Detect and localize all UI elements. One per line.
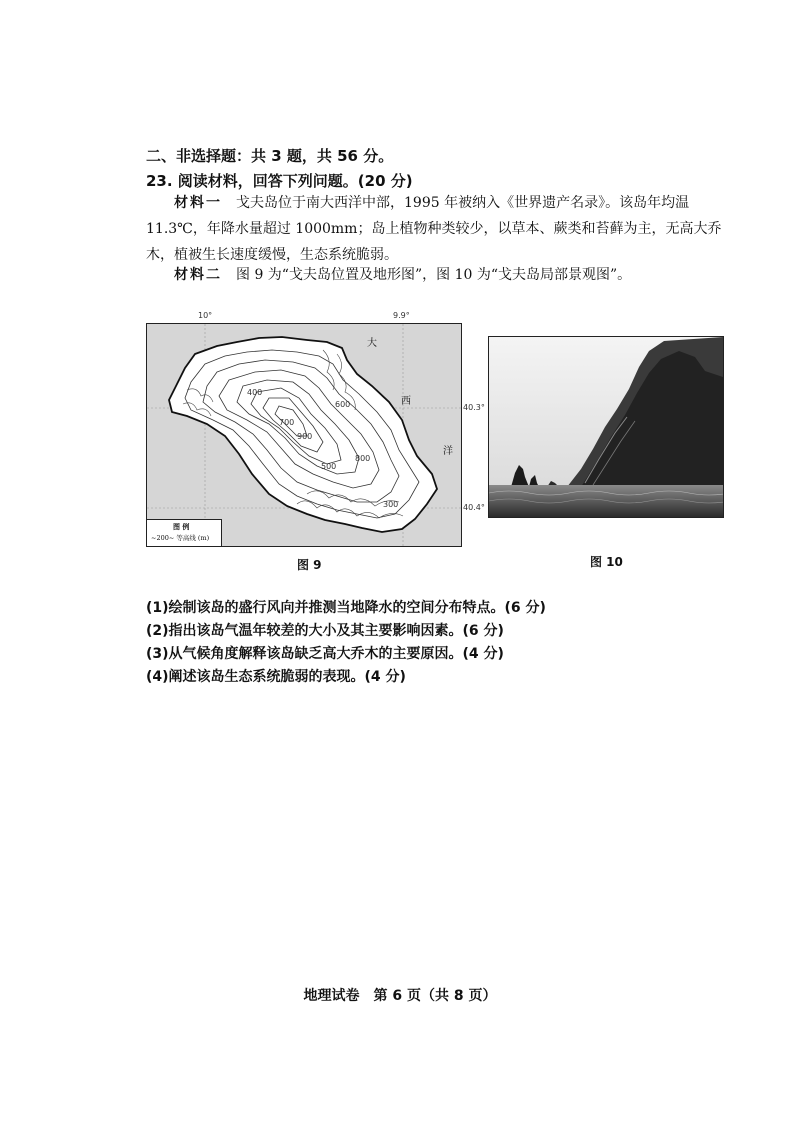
material-one-paragraph bbox=[146, 190, 726, 268]
contour-label: 400 bbox=[247, 388, 263, 397]
page-footer: 地理试卷 第 6 页（共 8 页） bbox=[303, 988, 497, 1004]
contour-label: 900 bbox=[297, 432, 313, 441]
lat-label-40-3: 40.3° bbox=[463, 403, 485, 412]
material-two-label: 材料二 bbox=[174, 267, 222, 283]
sub-question-2: (2)指出该岛气温年较差的大小及其主要影响因素。(6 分) bbox=[146, 623, 504, 639]
lon-label-9-9: 9.9° bbox=[393, 311, 410, 320]
material-one-label: 材料一 bbox=[174, 195, 222, 211]
figure-10-photo bbox=[488, 336, 724, 518]
section-title: 二、非选择题：共 3 题，共 56 分。 bbox=[146, 147, 394, 165]
legend-title: 图 例 bbox=[173, 522, 190, 531]
figure-9-map bbox=[146, 323, 462, 547]
sub-question-4: (4)阐述该岛生态系统脆弱的表现。(4 分) bbox=[146, 669, 406, 685]
contour-label: 600 bbox=[335, 400, 351, 409]
sub-question-1: (1)绘制该岛的盛行风向并推测当地降水的空间分布特点。(6 分) bbox=[146, 600, 546, 616]
sea-label-yang: 洋 bbox=[443, 446, 453, 457]
sub-question-3: (3)从气候角度解释该岛缺乏高大乔木的主要原因。(4 分) bbox=[146, 646, 504, 662]
material-one-text: 戈夫岛位于南大西洋中部，1995 年被纳入《世界遗产名录》。该岛年均温 11.3℃，年降水量超过 1000mm；岛上植物种类较少，以草本、蕨类和苔藓为主，无高大乔木，植被生长速度缓慢，生态系统脆弱。 bbox=[146, 195, 722, 263]
lon-label-10: 10° bbox=[198, 311, 213, 320]
sea-label-da: 大 bbox=[367, 338, 377, 349]
lat-label-40-4: 40.4° bbox=[463, 503, 485, 512]
material-two-paragraph bbox=[146, 262, 726, 288]
contour-label: 300 bbox=[383, 500, 399, 509]
coastal-cliff-illustration bbox=[489, 337, 723, 517]
contour-label: 500 bbox=[321, 462, 337, 471]
map-legend bbox=[147, 519, 222, 546]
question-title: 23. 阅读材料，回答下列问题。(20 分) bbox=[146, 172, 413, 190]
figure-9-caption: 图 9 bbox=[297, 558, 322, 572]
figure-10-caption: 图 10 bbox=[590, 555, 623, 569]
contour-label: 700 bbox=[279, 418, 295, 427]
legend-contour-entry: ~200~ 等高线 (m) bbox=[151, 534, 210, 542]
sea-label-xi: 西 bbox=[401, 396, 411, 407]
material-two-text: 图 9 为“戈夫岛位置及地形图”，图 10 为“戈夫岛局部景观图”。 bbox=[236, 267, 632, 283]
contour-label: 800 bbox=[355, 454, 371, 463]
